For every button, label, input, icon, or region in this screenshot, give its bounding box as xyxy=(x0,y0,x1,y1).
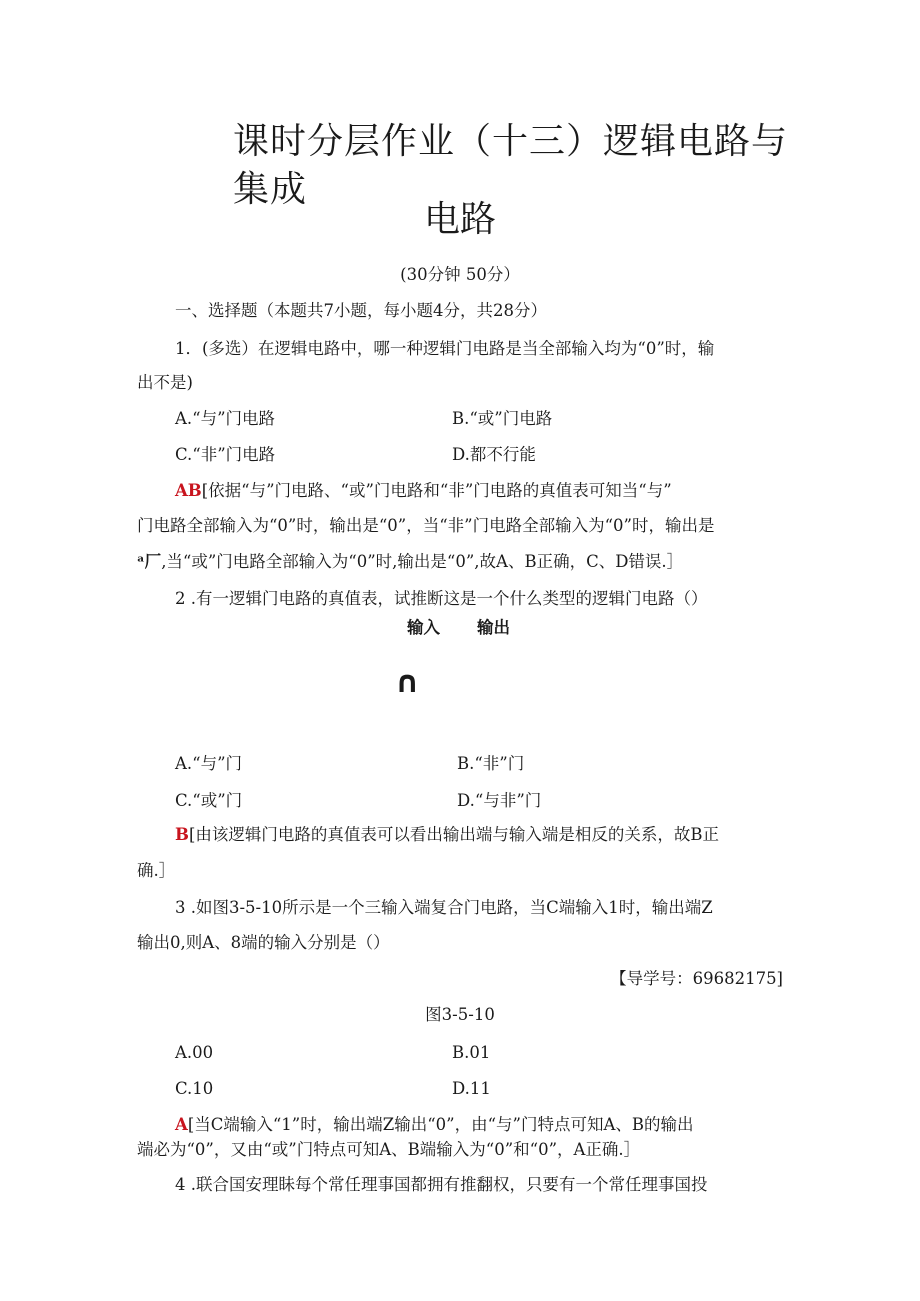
q1-explanation-line2: 门电路全部输入为“0”时，输出是“0”，当“非”门电路全部输入为“0”时，输出是 xyxy=(137,516,715,535)
q2-stem: 2 .有一逻辑门电路的真值表，试推断这是一个什么类型的逻辑门电路（） xyxy=(175,589,708,608)
q3-explanation-line1: A[当C端输入“1”时，输出端Z输出“0”，由“与”门特点可知A、B的输出 xyxy=(175,1115,694,1134)
truth-table-output-header: 输出 xyxy=(477,618,510,637)
section-heading: 一、选择题（本题共7小题，每小题4分，共28分） xyxy=(175,301,547,320)
guide-number: 【导学号：69682175] xyxy=(610,969,783,988)
q1-answer: AB xyxy=(175,481,202,500)
q1-option-a: A.“与”门电路 xyxy=(175,409,276,428)
q3-stem-line1: 3 .如图3-5-10所示是一个三输入端复合门电路，当C端输入1时，输出端Z xyxy=(175,898,713,917)
q3-option-c: C.10 xyxy=(175,1079,214,1098)
q1-stem-line2: 出不是) xyxy=(137,373,193,392)
page-title-line2: 电路 xyxy=(423,199,496,240)
q1-option-d: D.都不行能 xyxy=(452,445,536,464)
q1-explanation-line1: AB[依据“与”门电路、“或”门电路和“非”门电路的真值表可知当“与” xyxy=(175,481,672,500)
q1-option-b: B.“或”门电路 xyxy=(452,409,553,428)
q4-stem-line1: 4 .联合国安理眛每个常任理事国都拥有推翻权，只要有一个常任理事国投 xyxy=(175,1175,708,1194)
q3-stem-line2: 输出0,则A、8端的输入分别是（） xyxy=(137,933,390,952)
q3-explanation-line2: 端必为“0”，又由“或”门特点可知A、B端输入为“0”和“0”，A正确.］ xyxy=(137,1140,641,1159)
page-title: 课时分层作业（十三）逻辑电路与集成 xyxy=(233,121,789,210)
q3-option-a: A.00 xyxy=(175,1043,214,1062)
q3-option-b: B.01 xyxy=(452,1043,491,1062)
q2-answer: B xyxy=(175,825,189,844)
q1-stem-line1: 1．(多选）在逻辑电路中，哪一种逻辑门电路是当全部输入均为“0”时，输 xyxy=(175,339,715,358)
q2-explanation-line2: 确.］ xyxy=(137,861,176,880)
q2-option-c: C.“或”门 xyxy=(175,791,243,810)
truth-table-fragment: ∩ xyxy=(395,665,420,700)
q2-explanation-line1: B[由该逻辑门电路的真值表可以看出输出端与输入端是相反的关系，故B正 xyxy=(175,825,720,844)
time-score: (30分钟 50分） xyxy=(400,265,520,284)
truth-table-input-header: 输入 xyxy=(407,618,440,637)
q2-option-b: B.“非”门 xyxy=(457,754,525,773)
figure-caption: 图3-5-10 xyxy=(425,1005,495,1024)
q1-option-c: C.“非”门电路 xyxy=(175,445,276,464)
q3-option-d: D.11 xyxy=(452,1079,491,1098)
q3-answer: A xyxy=(175,1115,188,1134)
q2-option-a: A.“与”门 xyxy=(175,754,243,773)
q2-option-d: D.“与非”门 xyxy=(457,791,542,810)
q1-explanation-line3: ᵃ厂,当“或”门电路全部输入为“0”时,输出是“0”,故A、B正确，C、D错误.］ xyxy=(137,552,684,571)
